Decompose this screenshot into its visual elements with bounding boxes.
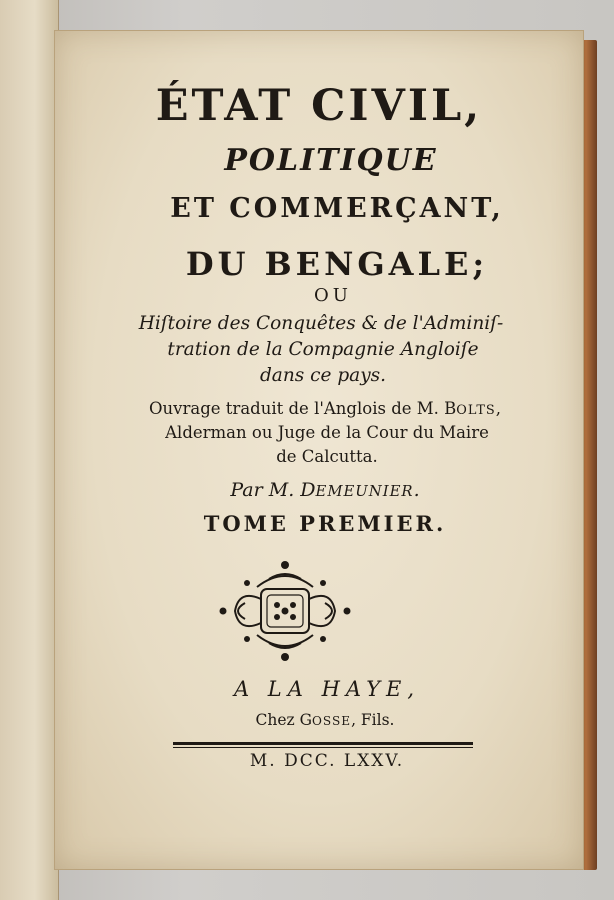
subtitle-line-1: Hiſtoire des Conquêtes & de l'Adminiſ- [138,313,504,334]
translation-note-line-2: Alderman ou Juge de la Cour du Maire [165,423,489,442]
fleuron-ornament [217,559,353,663]
imprint-publisher: Chez GOSSE, Fils. [255,711,395,729]
title-line-politique: POLITIQUE [224,143,438,178]
imprint-rule-thin [173,747,473,748]
author-line: Par M. DEMEUNIER. [230,479,420,501]
imprint-date: M. DCC. LXXV. [249,751,405,771]
volume-line: TOME PREMIER. [203,511,447,536]
title-line-commercant: ET COMMERÇANT, [170,193,504,224]
title-line-bengale: DU BENGALE; [185,245,489,283]
title-page [54,30,584,870]
translation-note-line-3: de Calcutta. [276,447,378,466]
imprint-rule-thick [173,742,473,745]
facing-page-edge [0,0,59,900]
subtitle-line-3: dans ce pays. [259,365,387,386]
translation-note-line-1: Ouvrage traduit de l'Anglois de M. BOLTS, [149,399,501,418]
subtitle-line-2: tration de la Compagnie Angloiſe [167,339,479,360]
imprint-place: A LA HAYE, [233,677,421,701]
title-line-ou: OU [314,285,352,306]
title-line-etat-civil: ÉTAT CIVIL, [155,81,483,131]
